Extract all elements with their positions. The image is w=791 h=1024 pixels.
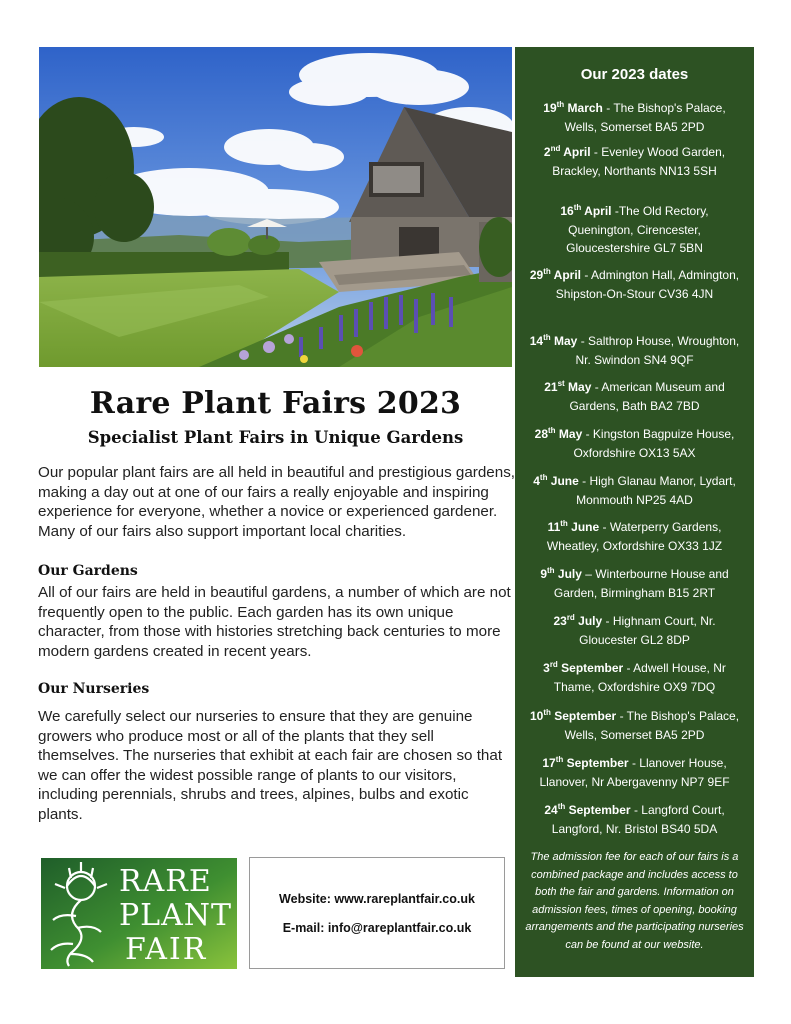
date-venue: – Winterbourne House and Garden, Birmingham B15 2RT <box>553 567 729 600</box>
date-day: 24 <box>544 803 558 817</box>
date-day: 3 <box>543 661 550 675</box>
date-venue: - The Bishop's Palace, Wells, Somerset BA5 2PD <box>564 709 740 742</box>
rare-plant-fair-logo <box>41 858 237 969</box>
date-entry <box>515 425 754 462</box>
date-venue: - High Glanau Manor, Lydart, Monmouth NP25 4AD <box>576 474 736 507</box>
date-day: 11 <box>547 520 561 534</box>
date-month: May <box>550 334 578 348</box>
date-entry <box>515 99 754 136</box>
page-title: Rare Plant Fairs 2023 <box>89 386 462 421</box>
date-venue: - Evenley Wood Garden, Brackley, Northants NN13 5SH <box>552 145 726 178</box>
date-entry <box>515 612 754 649</box>
date-entry <box>515 143 754 180</box>
date-venue: - Llanover House, Llanover, Nr Abergavenny NP7 9EF <box>539 756 730 789</box>
date-suffix: th <box>543 708 551 717</box>
date-day: 14 <box>529 334 544 348</box>
dates-sidebar <box>515 47 754 977</box>
date-suffix: th <box>555 755 564 764</box>
hero-garden-photo <box>39 47 512 367</box>
date-entry <box>515 518 754 555</box>
date-entry <box>515 754 754 791</box>
date-month: June <box>547 474 579 488</box>
date-month: May <box>555 427 583 441</box>
date-day: 21 <box>544 380 558 394</box>
date-venue: - The Bishop's Palace, Wells, Somerset BA5 2PD <box>564 101 726 134</box>
logo-line-plant: PLANT <box>119 898 233 933</box>
date-day: 23 <box>553 614 567 628</box>
date-day: 28 <box>534 427 548 441</box>
admission-note: The admission fee for each of our fairs is a combined package and includes access to both the fair and gardens. Information on admission fees, times of opening, booking arrangements and the participating nurseries can be found at our website. <box>525 851 744 951</box>
date-month: May <box>564 380 592 394</box>
date-month: April <box>581 204 612 218</box>
gardens-heading: Our Gardens <box>38 563 138 579</box>
sidebar-title: Our 2023 dates <box>580 66 689 83</box>
date-suffix: th <box>560 519 568 528</box>
date-day: 10 <box>529 709 544 723</box>
date-month: March <box>564 101 603 115</box>
date-month: April <box>550 268 582 282</box>
date-month: June <box>567 520 600 534</box>
date-entry <box>515 332 754 369</box>
date-day: 4 <box>533 474 540 488</box>
date-month: April <box>560 145 591 159</box>
date-suffix: th <box>543 333 551 342</box>
date-suffix: st <box>557 379 565 388</box>
date-day: 16 <box>560 204 574 218</box>
date-suffix: th <box>543 267 551 276</box>
date-entry <box>515 202 754 258</box>
date-entry <box>515 266 754 303</box>
date-month: September <box>563 756 629 770</box>
date-venue: -The Old Rectory, Quenington, Cirencester, Gloucestershire GL7 5BN <box>566 204 709 255</box>
date-suffix: th <box>548 426 556 435</box>
date-entry <box>515 565 754 602</box>
date-entry <box>515 659 754 696</box>
date-suffix: th <box>573 203 582 212</box>
date-venue: - Waterperry Gardens, Wheatley, Oxfordshire OX33 1JZ <box>546 520 723 553</box>
date-month: September <box>550 709 617 723</box>
date-venue: - Highnam Court, Nr. Gloucester GL2 8DP <box>579 614 716 647</box>
date-entry <box>515 472 754 509</box>
date-month: September <box>557 661 624 675</box>
nurseries-heading: Our Nurseries <box>38 681 150 697</box>
date-venue: - American Museum and Gardens, Bath BA2 7BD <box>569 380 725 413</box>
date-suffix: th <box>547 566 555 575</box>
website-link[interactable]: Website: www.rareplantfair.co.uk <box>279 891 475 906</box>
email-link[interactable]: E-mail: info@rareplantfair.co.uk <box>282 920 472 935</box>
contact-box <box>249 857 505 969</box>
date-venue: - Salthrop House, Wroughton, Nr. Swindon SN4 9QF <box>575 334 740 367</box>
date-month: July <box>554 567 582 581</box>
date-entry <box>515 707 754 744</box>
logo-line-rare: RARE <box>119 864 212 899</box>
nurseries-paragraph: We carefully select our nurseries to ensure that they are genuine growers who produce most or all of the plants that they sell themselves. The nurseries that exhibit at each fair are chosen so that we can offer the widest possible range of plants to our visitors, including perennials, shrubs and trees, alpines, bulbs and exotic plants. <box>38 708 503 823</box>
date-suffix: th <box>539 473 548 482</box>
date-suffix: rd <box>566 613 575 622</box>
date-entry <box>515 378 754 415</box>
date-day: 19 <box>543 101 557 115</box>
page-subtitle: Specialist Plant Fairs in Unique Gardens <box>87 428 464 447</box>
date-venue: - Kingston Bagpuize House, Oxfordshire OX13 5AX <box>573 427 735 460</box>
intro-paragraph: Our popular plant fairs are all held in beautiful and prestigious gardens, making a day out at one of our fairs a really enjoyable and inspiring experience for everyone, whether a novice or experienced gardener. Many of our fairs also support important local charities. <box>38 464 516 540</box>
date-venue: - Langford Court, Langford, Nr. Bristol BS40 5DA <box>551 803 725 836</box>
date-month: July <box>574 614 603 628</box>
date-venue: - Adwell House, Nr Thame, Oxfordshire OX9 7DQ <box>553 661 726 694</box>
date-suffix: th <box>557 802 566 811</box>
date-suffix: th <box>556 100 565 109</box>
date-day: 29 <box>529 268 544 282</box>
date-day: 17 <box>542 756 556 770</box>
date-venue: - Admington Hall, Admington, Shipston-On-Stour CV36 4JN <box>555 268 740 301</box>
date-suffix: rd <box>549 660 558 669</box>
date-day: 2 <box>543 145 551 159</box>
gardens-paragraph: All of our fairs are held in beautiful gardens, a number of which are not frequently open to the public. Each garden has its own unique character, from those with histories stretching back centuries to more modern gardens created in recent years. <box>38 584 511 660</box>
date-suffix: nd <box>550 144 561 153</box>
date-entry <box>515 801 754 838</box>
date-day: 9 <box>540 567 547 581</box>
date-month: September <box>565 803 631 817</box>
logo-line-fair: FAIR <box>125 932 208 967</box>
